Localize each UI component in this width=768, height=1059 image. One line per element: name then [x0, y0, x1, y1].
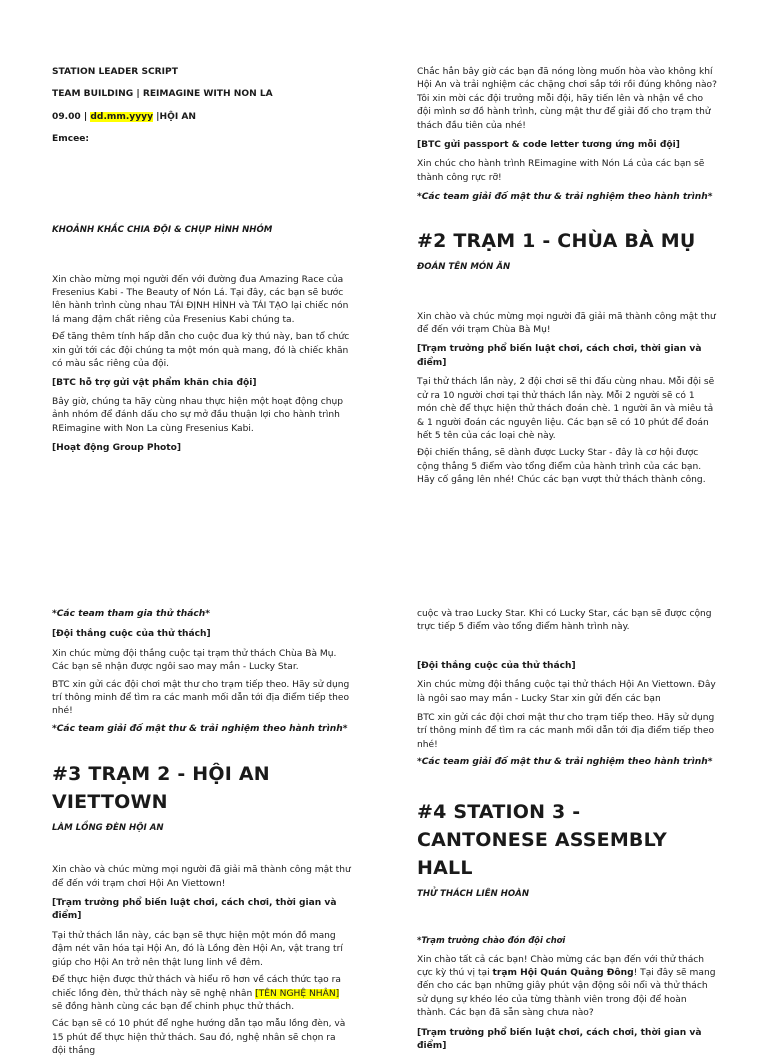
- station-3-rules-note: [Trạm trưởng phổ biến luật chơi, cách chơi, thời gian và điểm]: [417, 1027, 702, 1052]
- btc-scarf-note: [BTC hỗ trợ gửi vật phẩm khăn chia đội]: [52, 378, 257, 389]
- intro-right-paragraph: Chắc hẳn bây giờ các bạn đã nóng lòng muốn hòa vào không khí Hội An và trải nghiệm các chặng chơi sắp tới rồi đúng không nào? Tôi xin mời các đội trưởng mỗi đội, hãy tiến lên và nhận về cho đội mình sơ đồ hành trình, cùng mật thư để giải đố cho trạm thử thách đầu tiên của nhé!: [417, 67, 717, 131]
- time-place-line: [52, 111, 352, 124]
- journey-note: *Các team giải đố mật thư & trải nghiệm theo hành trình*: [417, 192, 713, 203]
- next-clue-1: BTC xin gửi các đội chơi mật thư cho trạm tiếp theo. Hãy sử dụng trí thông minh để tìm ra các manh mối dẫn tới địa điểm tiếp theo nhé!: [52, 679, 350, 717]
- team-building-title: TEAM BUILDING | REIMAGINE WITH NON LA: [52, 89, 273, 100]
- station-2-challenge: Tại thử thách lần này, các bạn sẽ thực hiện một món đồ mang đậm nét văn hóa tại Hội An, đó là Lồng đèn Hội An, vật trang trí giúp cho Hội An trở nên thật lung linh về đêm.: [52, 930, 343, 968]
- station-1-challenge: Tại thử thách lần này, 2 đội chơi sẽ thi đấu cùng nhau. Mỗi đội sẽ cử ra 10 người chơi tại thử thách lần này. Mỗi 2 người sẽ có 1 món chè để thực hiện thử thách đoán chè. 1 người ăn và miêu tả & 1 người đoán các nguyên liệu. Các bạn sẽ có 10 phút để đoán hết 5 tên của các loại chè này.: [417, 377, 715, 441]
- artisan-text-a: Để thực hiện được thử thách và hiểu rõ hơn về cách thức tạo ra chiếc lồng đèn, thử thách này sẽ nghệ nhân: [52, 975, 341, 999]
- artisan-name-placeholder: [TÊN NGHỆ NHÂN]: [255, 988, 340, 999]
- right-column-top: [417, 66, 717, 488]
- station-1-subtitle: ĐOÁN TÊN MÓN ĂN: [417, 261, 511, 272]
- section-subtitle: KHOẢNH KHẮC CHIA ĐỘI & CHỤP HÌNH NHÓM: [52, 224, 273, 235]
- time-text: 09.00 |: [52, 111, 91, 122]
- lucky-star-continued: cuộc và trao Lucky Star. Khi có Lucky Star, các bạn sẽ được cộng trực tiếp 5 điểm vào tổng điểm hành trình này.: [417, 609, 712, 633]
- station-3-intro-a: Xin chào tất cả các bạn! Chào mừng các bạn đến với thử thách cực kỳ thú vị tại: [417, 954, 705, 979]
- emcee-label: Emcee:: [52, 134, 90, 145]
- participate-note: *Các team tham gia thử thách*: [52, 609, 210, 619]
- station-2-artisan: [52, 974, 352, 1014]
- left-column-top: [52, 66, 352, 456]
- artisan-text-b: sẽ đồng hành cùng các bạn để chinh phục thử thách.: [52, 1001, 295, 1012]
- journey-note-2: *Các team giải đố mật thư & trải nghiệm theo hành trình*: [52, 723, 348, 734]
- right-column-bottom: [417, 608, 717, 1054]
- wish-paragraph: Xin chúc cho hành trình REimagine with Nón Lá của các bạn sẽ thành công rực rỡ!: [417, 159, 705, 183]
- station-2-heading: #3 TRẠM 2 - HỘI AN VIETTOWN: [52, 763, 270, 814]
- winner-note-2: [Đội thắng cuộc của thử thách]: [417, 660, 576, 671]
- station-1-heading: #2 TRẠM 1 - CHÙA BÀ MỤ: [417, 229, 696, 252]
- station-2-timing: Các bạn sẽ có 10 phút để nghe hướng dẫn tạo mẫu lồng đèn, và 15 phút để thực hiện thử thách. Sau đó, nghệ nhân sẽ chọn ra đội thắng: [52, 1019, 346, 1057]
- congrats-station-1: Xin chúc mừng đội thắng cuộc tại trạm thử thách Chùa Bà Mụ. Các bạn sẽ nhận được ngôi sao may mắn - Lucky Star.: [52, 648, 337, 673]
- station-2-subtitle: LÀM LỒNG ĐÈN HỘI AN: [52, 823, 164, 834]
- group-photo-note: [Hoạt động Group Photo]: [52, 443, 182, 454]
- station-2-welcome: Xin chào và chúc mừng mọi người đã giải mã thành công mật thư để đến với trạm chơi Hội An Viettown!: [52, 865, 351, 889]
- station-3-intro-b: ! Tại đây sẽ mang đến cho các bạn những giây phút vận động sôi nổi và thử thách sử dụng sự khéo léo của từng thành viên trong đội để hoàn thành. Các bạn đã sẵn sàng chưa nào?: [417, 968, 716, 1019]
- intro-paragraph: Xin chào mừng mọi người đến với đường đua Amazing Race của Fresenius Kabi - The Beauty of Nón Lá. Tại đây, các bạn sẽ bước lên hành trình cùng nhau TÁI ĐỊNH HÌNH và TÁI TẠO lại chiếc nón lá mang đậm chất riêng của Fresenius Kabi chúng ta.: [52, 274, 349, 325]
- station-1-prize: Đội chiến thắng, sẽ dành được Lucky Star - đây là cơ hội được cộng thẳng 5 điểm vào tổng điểm của hành trình của các bạn. Hãy cố gắng lên nhé! Chúc các bạn vượt thử thách thành công.: [417, 448, 706, 486]
- script-title: STATION LEADER SCRIPT: [52, 67, 178, 77]
- btc-passport-note: [BTC gửi passport & code letter tương ứng mỗi đội]: [417, 140, 680, 151]
- station-3-subtitle: THỬ THÁCH LIÊN HOÀN: [417, 888, 530, 899]
- photo-paragraph: Bây giờ, chúng ta hãy cùng nhau thực hiện một hoạt động chụp ảnh nhóm để đánh dấu cho sự mở đầu thuận lợi cho hành trình REimagine with Non La cùng Fresenius Kabi.: [52, 396, 344, 434]
- left-column-bottom: [52, 608, 352, 1059]
- journey-note-3: *Các team giải đố mật thư & trải nghiệm theo hành trình*: [417, 757, 713, 768]
- date-placeholder: dd.mm.yyyy: [90, 111, 154, 122]
- station-3-place-name: trạm Hội Quán Quảng Đông: [492, 968, 634, 979]
- winner-note-1: [Đội thắng cuộc của thử thách]: [52, 629, 211, 640]
- station-3-welcome-note: *Trạm trưởng chào đón đội chơi: [417, 934, 566, 945]
- scarf-paragraph: Để tăng thêm tính hấp dẫn cho cuộc đua kỳ thú này, ban tổ chức xin gửi tới các đội chúng ta một món quà mang, đó là chiếc khăn có màu sắc riêng của đội.: [52, 332, 350, 370]
- station-2-rules-note: [Trạm trưởng phổ biến luật chơi, cách chơi, thời gian và điểm]: [52, 898, 337, 922]
- station-3-heading: #4 STATION 3 - CANTONESE ASSEMBLY HALL: [417, 800, 667, 879]
- station-3-intro: [417, 954, 717, 1021]
- congrats-station-2: Xin chúc mừng đội thắng cuộc tại thử thách Hội An Viettown. Đây là ngôi sao may mắn - Lucky Star xin gửi đến các bạn: [417, 680, 716, 704]
- station-1-welcome: Xin chào và chúc mừng mọi người đã giải mã thành công mật thư để đến với trạm Chùa Bà Mụ!: [417, 311, 716, 336]
- next-clue-2: BTC xin gửi các đội chơi mật thư cho trạm tiếp theo. Hãy sử dụng trí thông minh để tìm ra các manh mối dẫn tới địa điểm tiếp theo nhé!: [417, 713, 715, 750]
- place-text: |HỘI AN: [153, 111, 197, 122]
- station-1-rules-note: [Trạm trưởng phổ biến luật chơi, cách chơi, thời gian và điểm]: [417, 344, 702, 368]
